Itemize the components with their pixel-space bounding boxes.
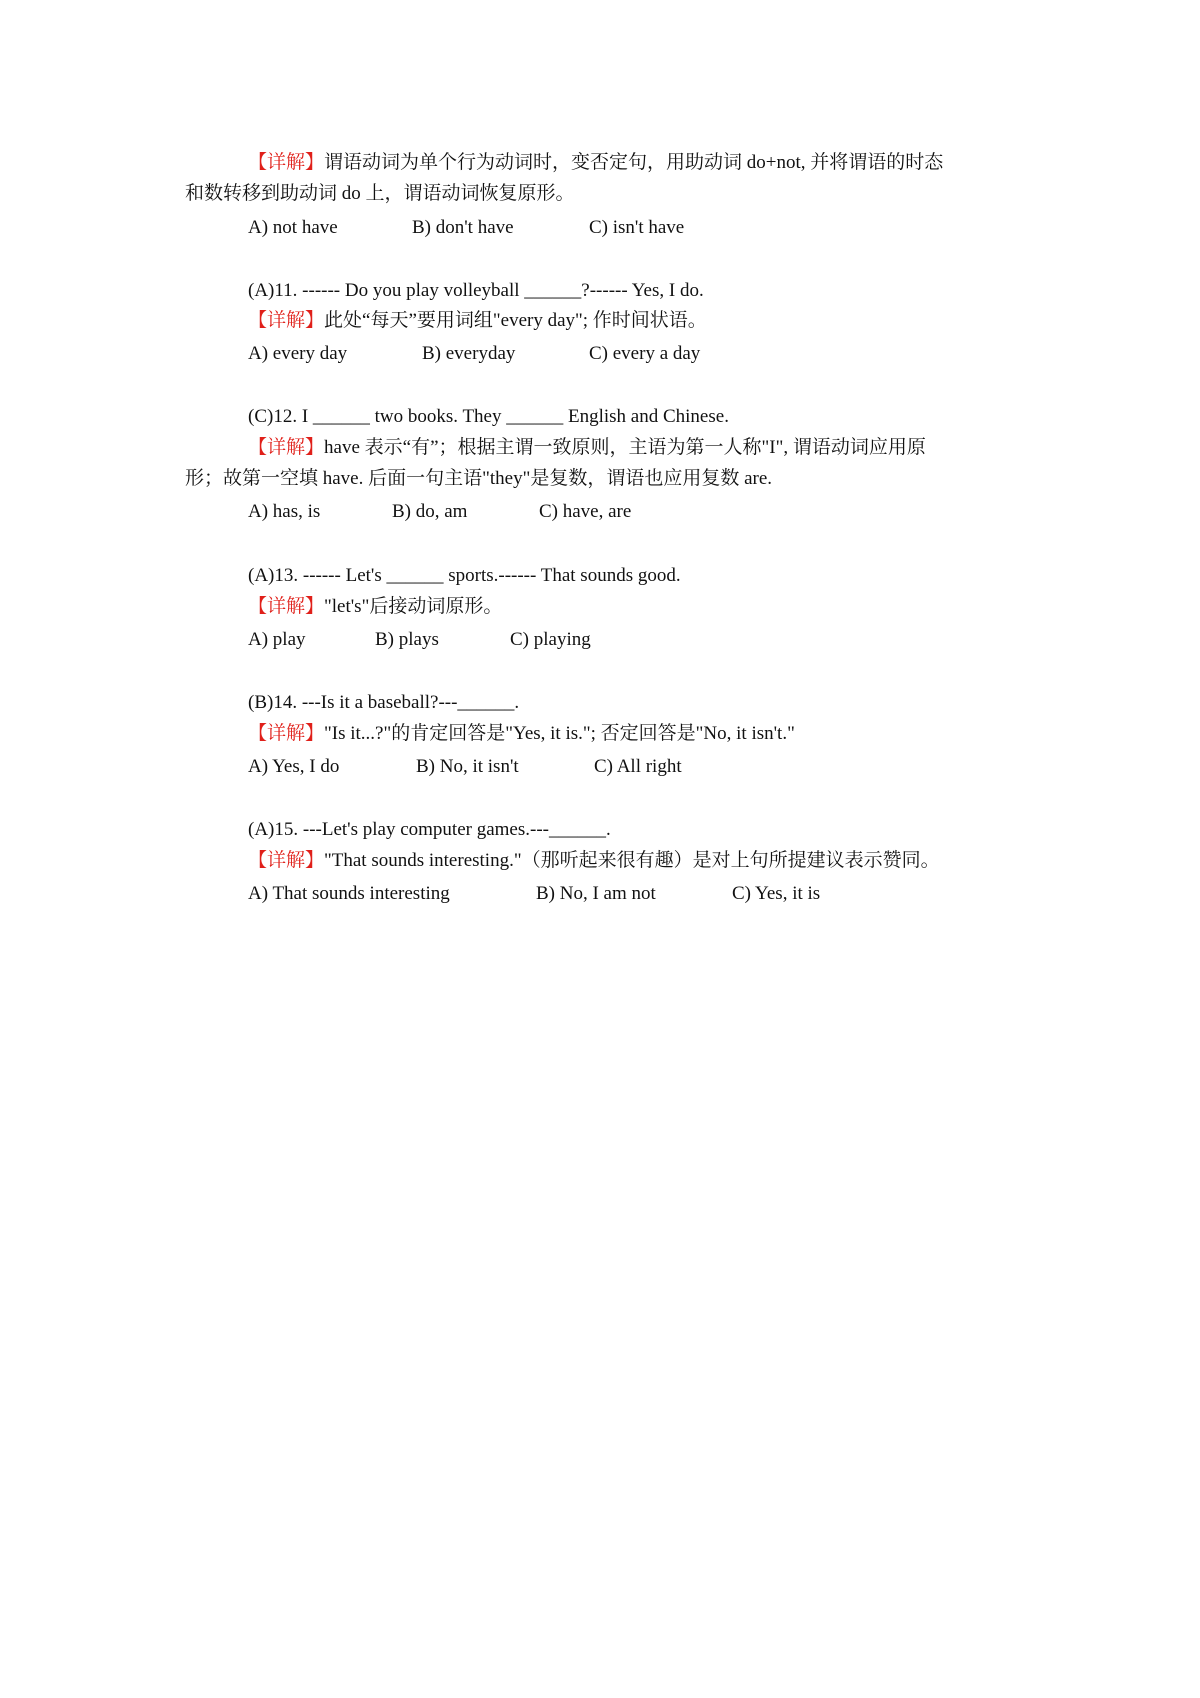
option-c: C) Yes, it is — [732, 883, 821, 904]
explanation-text: "That sounds interesting."（那听起来很有趣）是对上句所提建议表示赞同。 — [324, 850, 940, 871]
option-b: B) plays — [375, 629, 439, 650]
question-explanation-11 — [248, 306, 707, 336]
explanation-tag: 【详解】 — [248, 152, 325, 173]
option-b: B) No, it isn't — [416, 756, 519, 777]
option-c: C) every a day — [589, 343, 701, 364]
intro-options — [248, 213, 684, 243]
option-b: B) don't have — [412, 217, 514, 238]
question-explanation-12-line1 — [248, 433, 926, 463]
option-b: B) do, am — [392, 501, 468, 522]
explanation-text: have 表示“有”；根据主谓一致原则，主语为第一人称"I", 谓语动词应用原 — [324, 437, 926, 458]
option-a: A) every day — [248, 343, 348, 364]
option-a: A) not have — [248, 217, 338, 238]
explanation-text: 此处“每天”要用词组"every day"; 作时间状语。 — [324, 310, 707, 331]
question-explanation-12-line2: 形；故第一空填 have. 后面一句主语"they"是复数，谓语也应用复数 are. — [185, 468, 773, 489]
option-a: A) Yes, I do — [248, 756, 340, 777]
question-options-13 — [248, 625, 591, 655]
question-stem-15: (A)15. ---Let's play computer games.---______. — [248, 819, 611, 840]
explanation-text: 谓语动词为单个行为动词时，变否定句，用助动词 do+not, 并将谓语的时态 — [324, 152, 944, 173]
option-a: A) has, is — [248, 501, 321, 522]
option-c: C) isn't have — [589, 217, 685, 238]
option-a: A) play — [248, 629, 306, 650]
question-options-11 — [248, 339, 700, 369]
explanation-text: "Is it...?"的肯定回答是"Yes, it is."; 否定回答是"No, it isn't." — [324, 723, 795, 744]
option-c: C) have, are — [539, 501, 632, 522]
question-options-12 — [248, 497, 631, 527]
question-options-14 — [248, 752, 682, 782]
option-b: B) everyday — [422, 343, 516, 364]
question-explanation-15 — [248, 846, 940, 876]
question-stem-11: (A)11. ------ Do you play volleyball ______?------ Yes, I do. — [248, 280, 704, 301]
question-stem-14: (B)14. ---Is it a baseball?---______. — [248, 692, 520, 713]
option-a: A) That sounds interesting — [248, 883, 450, 904]
explanation-tag: 【详解】 — [248, 723, 325, 744]
question-stem-12: (C)12. I ______ two books. They ______ English and Chinese. — [248, 406, 729, 427]
question-options-15 — [248, 879, 820, 909]
explanation-tag: 【详解】 — [248, 850, 325, 871]
explanation-text: "let's"后接动词原形。 — [324, 596, 503, 617]
question-explanation-14 — [248, 719, 795, 749]
intro-explanation-line1 — [248, 148, 943, 178]
explanation-tag: 【详解】 — [248, 437, 325, 458]
question-stem-13: (A)13. ------ Let's ______ sports.------ That sounds good. — [248, 565, 681, 586]
intro-explanation-line2: 和数转移到助动词 do 上，谓语动词恢复原形。 — [185, 183, 575, 204]
question-explanation-13 — [248, 592, 502, 622]
explanation-tag: 【详解】 — [248, 596, 325, 617]
option-b: B) No, I am not — [536, 883, 656, 904]
option-c: C) playing — [510, 629, 591, 650]
option-c: C) All right — [594, 756, 682, 777]
explanation-tag: 【详解】 — [248, 310, 325, 331]
